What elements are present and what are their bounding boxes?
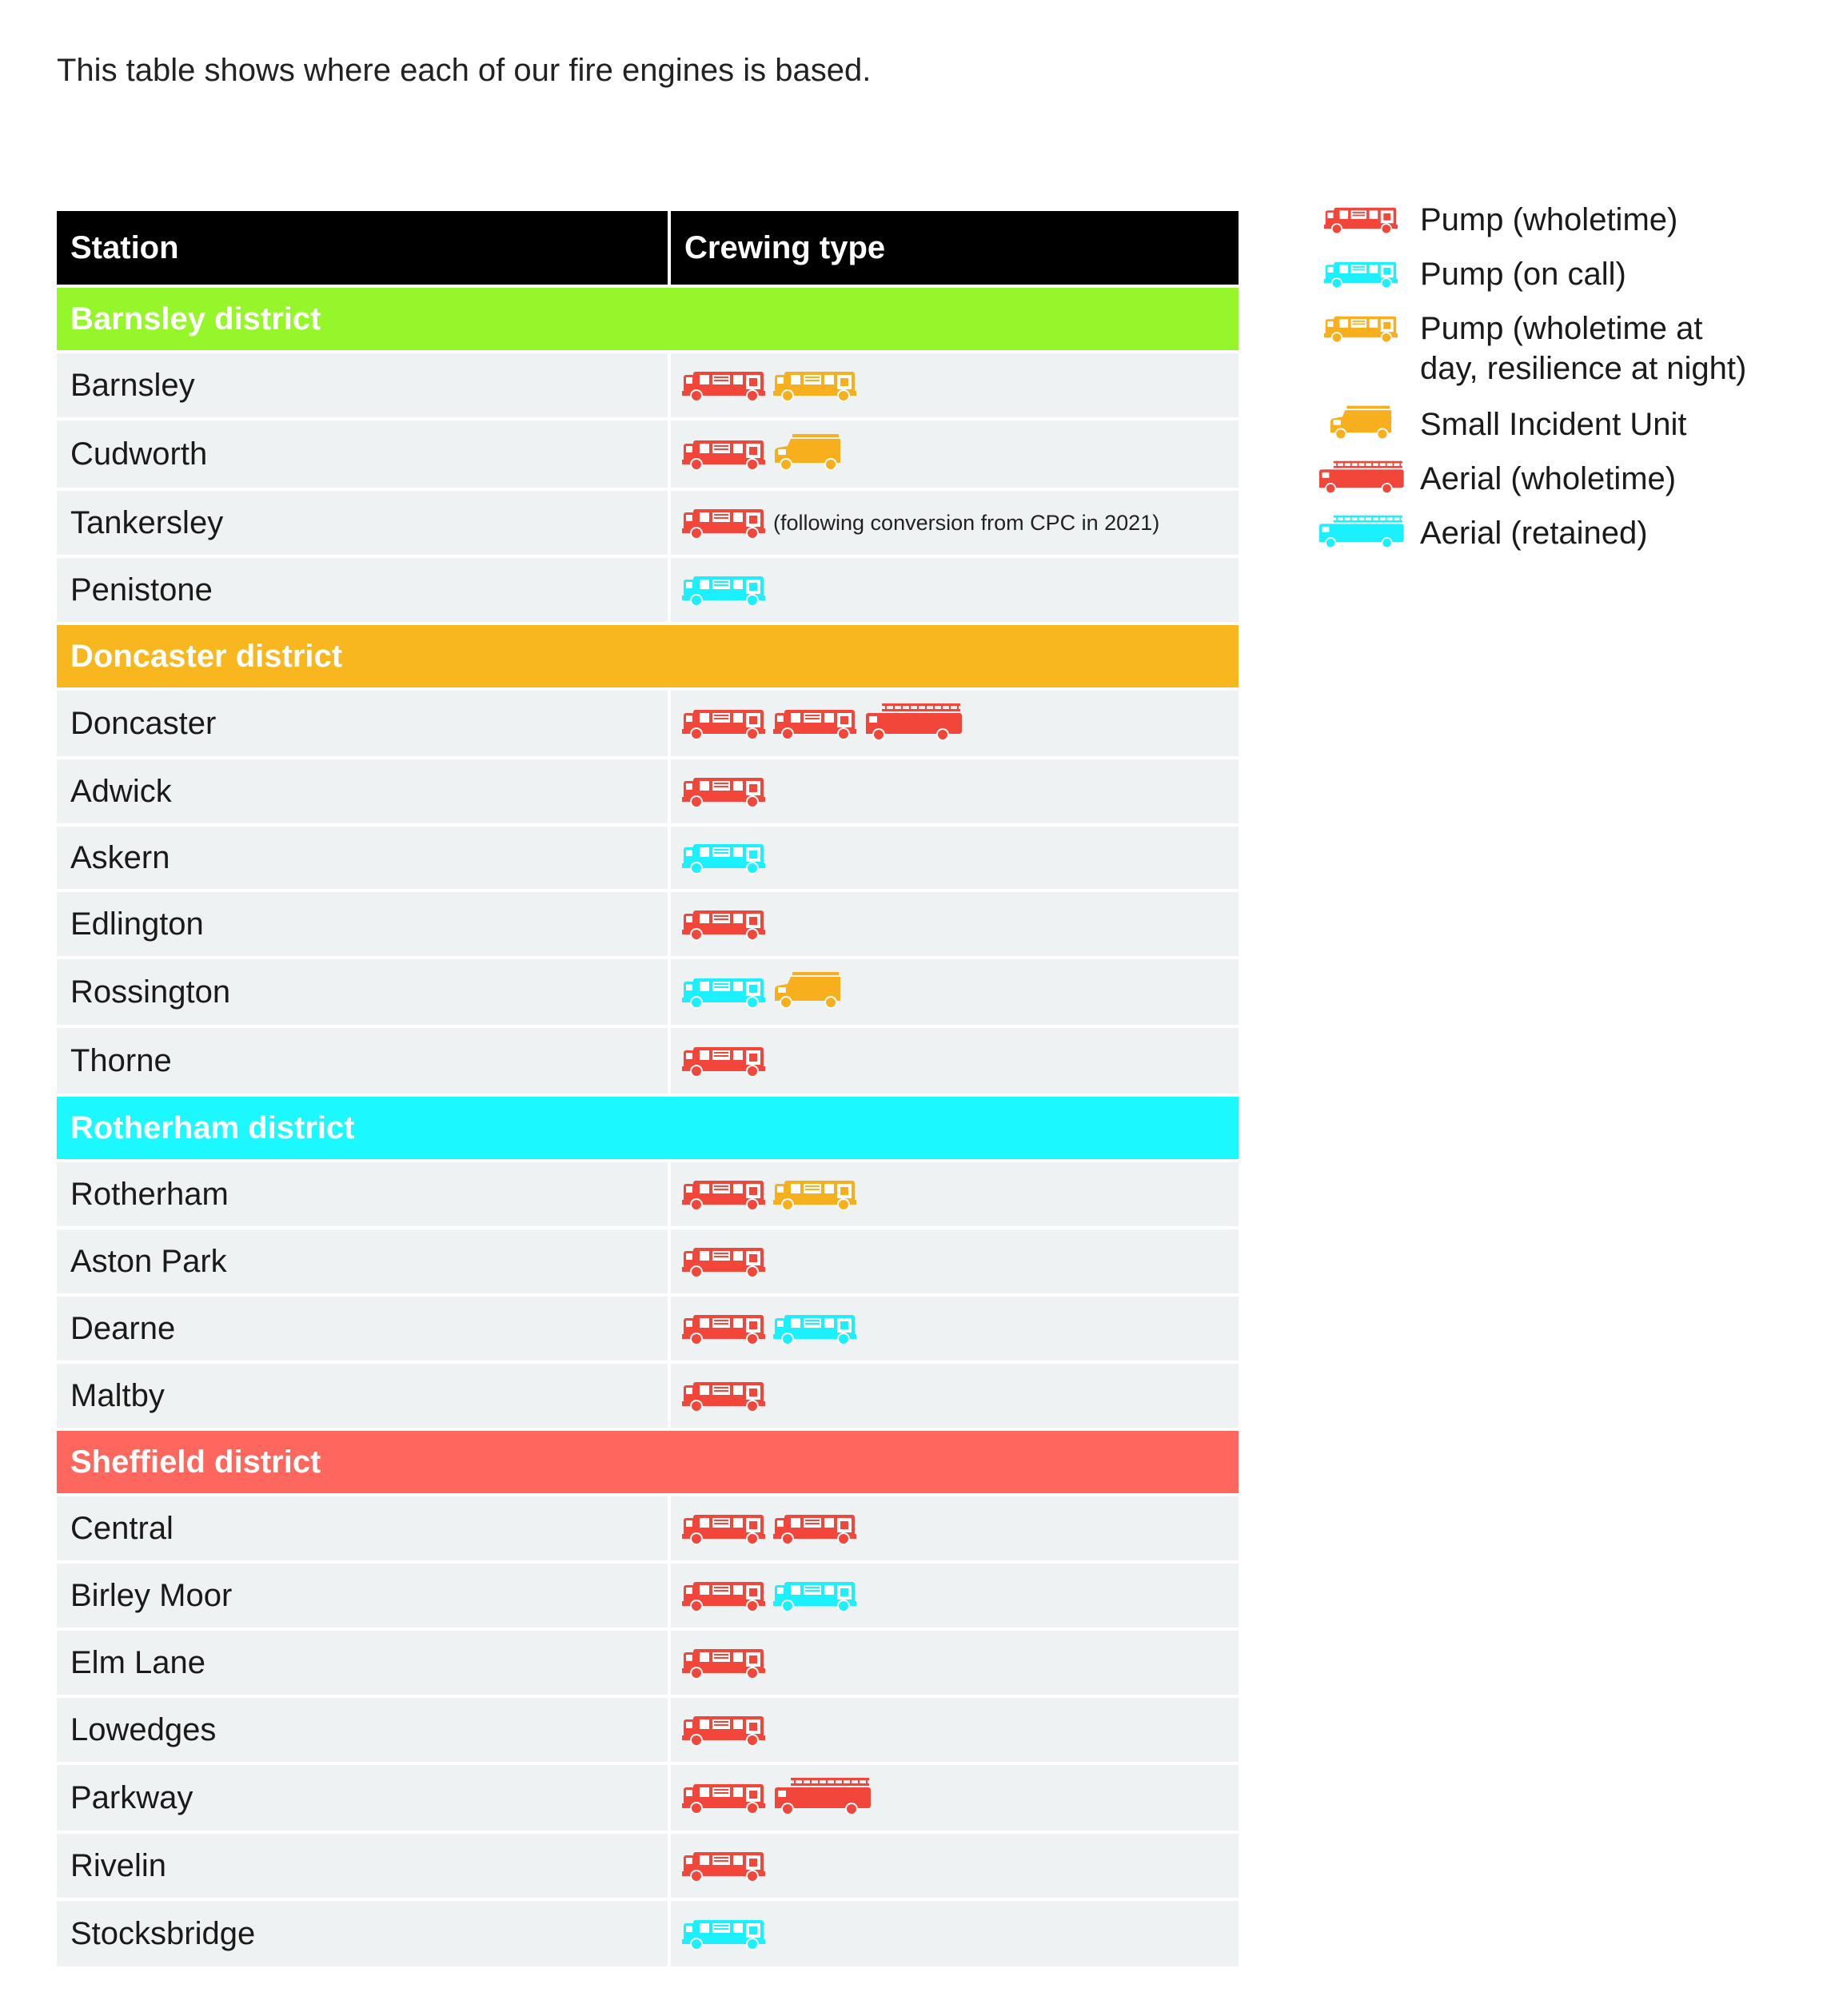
- station-name: Dearne: [57, 1297, 668, 1361]
- legend-item: [1321, 254, 1817, 294]
- crewing-type-cell: [671, 491, 1239, 555]
- pump-wholetime-icon: [682, 904, 765, 945]
- station-name: Edlington: [57, 892, 668, 956]
- station-name: Lowedges: [57, 1698, 668, 1762]
- table-body: [57, 288, 1239, 1966]
- table-row: [57, 491, 1239, 555]
- pump-on-call-icon: [682, 570, 765, 611]
- station-note: (following conversion from CPC in 2021): [773, 510, 1160, 535]
- table-row: [57, 353, 1239, 417]
- pump-wholetime-icon: [1324, 201, 1398, 240]
- legend-label: Aerial (wholetime): [1420, 461, 1677, 496]
- pump-wholetime-icon: [773, 703, 856, 744]
- table-row: [57, 558, 1239, 622]
- pump-on-call-icon: [682, 1914, 765, 1954]
- legend-item: [1321, 309, 1817, 388]
- crewing-type-cell: [671, 1631, 1239, 1695]
- crewing-type-cell: [671, 558, 1239, 622]
- pump-wholetime-icon: [682, 434, 765, 475]
- station-name: Adwick: [57, 759, 668, 823]
- crewing-type-cell: [671, 892, 1239, 956]
- legend-swatch: [1321, 404, 1401, 444]
- pump-wholetime-icon: [773, 1508, 856, 1549]
- pump-wholetime-icon: [682, 1643, 765, 1683]
- crewing-type-cell: [671, 1834, 1239, 1898]
- station-name: Birley Moor: [57, 1564, 668, 1628]
- pump-wholetime-icon: [682, 703, 765, 744]
- station-name: Tankersley: [57, 491, 668, 555]
- table-row: [57, 892, 1239, 956]
- station-name: Rotherham: [57, 1162, 668, 1226]
- legend-item: [1321, 513, 1817, 553]
- crewing-type-cell: [671, 1162, 1239, 1226]
- legend-swatch: [1321, 513, 1401, 553]
- crewing-type-cell: [671, 1564, 1239, 1628]
- pump-on-call-icon: [1324, 255, 1398, 294]
- pump-wholetime-icon: [682, 1174, 765, 1215]
- district-header: Rotherham district: [57, 1097, 1239, 1159]
- station-name: Thorne: [57, 1028, 668, 1094]
- table-row: [57, 1297, 1239, 1361]
- legend-label: Aerial (retained): [1420, 516, 1648, 551]
- legend-swatch: [1321, 309, 1401, 349]
- table-row: [57, 1631, 1239, 1695]
- table-row: [57, 1028, 1239, 1094]
- table-row: [57, 420, 1239, 488]
- small-incident-unit-icon: [773, 434, 842, 475]
- pump-wholetime-icon: [682, 1846, 765, 1887]
- table-row: [57, 691, 1239, 756]
- district-header: Barnsley district: [57, 288, 1239, 350]
- crewing-type-cell: [671, 1765, 1239, 1831]
- table-row: [57, 1496, 1239, 1560]
- table-row: [57, 1698, 1239, 1762]
- station-name: Penistone: [57, 558, 668, 622]
- small-incident-unit-icon: [1329, 405, 1393, 444]
- crewing-type-cell: [671, 759, 1239, 823]
- crewing-type-cell: [671, 1901, 1239, 1966]
- table-row: [57, 1834, 1239, 1898]
- aerial-wholetime-icon: [773, 1776, 871, 1820]
- crewing-type-cell: [671, 827, 1239, 889]
- legend-item: [1321, 404, 1817, 444]
- column-header-station: Station: [57, 211, 668, 285]
- table-row: [57, 759, 1239, 823]
- table-row: [57, 1901, 1239, 1966]
- table-row: [57, 1229, 1239, 1293]
- station-name: Elm Lane: [57, 1631, 668, 1695]
- station-name: Rossington: [57, 959, 668, 1025]
- crewing-type-cell: [671, 691, 1239, 756]
- table-row: [57, 959, 1239, 1025]
- pump-wholetime-icon: [682, 1376, 765, 1416]
- pump-on-call-icon: [773, 1576, 856, 1616]
- crewing-type-cell: [671, 959, 1239, 1025]
- legend-label: Pump (wholetime): [1420, 202, 1678, 237]
- table-row: [57, 1765, 1239, 1831]
- pump-wholetime-day-resilience-night-icon: [773, 365, 856, 406]
- pump-wholetime-icon: [682, 1241, 765, 1282]
- station-name: Parkway: [57, 1765, 668, 1831]
- legend-item: [1321, 459, 1817, 499]
- station-name: Doncaster: [57, 691, 668, 756]
- district-header: Sheffield district: [57, 1431, 1239, 1493]
- pump-wholetime-day-resilience-night-icon: [773, 1174, 856, 1215]
- pump-wholetime-icon: [682, 1041, 765, 1082]
- pump-wholetime-icon: [682, 365, 765, 406]
- pump-wholetime-icon: [682, 1576, 765, 1616]
- pump-wholetime-day-resilience-night-icon: [1324, 309, 1398, 349]
- table-header-row: [57, 211, 1239, 285]
- pump-wholetime-icon: [682, 503, 765, 544]
- station-name: Stocksbridge: [57, 1901, 668, 1966]
- crewing-type-cell: [671, 1496, 1239, 1560]
- crewing-type-cell: [671, 420, 1239, 488]
- legend-label: Small Incident Unit: [1420, 407, 1687, 442]
- pump-wholetime-icon: [682, 1309, 765, 1349]
- legend-swatch: [1321, 254, 1401, 294]
- legend-label: Pump (on call): [1420, 257, 1626, 292]
- small-incident-unit-icon: [773, 972, 842, 1013]
- crewing-type-cell: [671, 1698, 1239, 1762]
- table-row: [57, 1364, 1239, 1428]
- pump-wholetime-icon: [682, 1508, 765, 1549]
- table-row: [57, 1564, 1239, 1628]
- station-name: Askern: [57, 827, 668, 889]
- aerial-wholetime-icon: [1318, 460, 1404, 499]
- crewing-type-cell: [671, 1297, 1239, 1361]
- pump-on-call-icon: [773, 1309, 856, 1349]
- fire-engine-table: [57, 211, 1239, 1970]
- station-name: Aston Park: [57, 1229, 668, 1293]
- crewing-type-cell: [671, 1028, 1239, 1094]
- pump-on-call-icon: [682, 972, 765, 1013]
- legend-swatch: [1321, 200, 1401, 240]
- legend-swatch: [1321, 459, 1401, 499]
- pump-wholetime-icon: [682, 1710, 765, 1751]
- station-name: Rivelin: [57, 1834, 668, 1898]
- crewing-type-cell: [671, 353, 1239, 417]
- aerial-wholetime-icon: [864, 702, 962, 746]
- station-name: Central: [57, 1496, 668, 1560]
- station-name: Maltby: [57, 1364, 668, 1428]
- aerial-retained-icon: [1318, 514, 1404, 553]
- legend-label: Pump (wholetime at day, resilience at night): [1420, 311, 1747, 386]
- table-row: [57, 1162, 1239, 1226]
- table-row: [57, 827, 1239, 889]
- station-name: Cudworth: [57, 420, 668, 488]
- station-name: Barnsley: [57, 353, 668, 417]
- crewing-type-cell: [671, 1364, 1239, 1428]
- pump-wholetime-icon: [682, 771, 765, 812]
- legend-item: [1321, 200, 1817, 240]
- intro-text: This table shows where each of our fire engines is based.: [57, 53, 872, 88]
- pump-wholetime-icon: [682, 1778, 765, 1819]
- column-header-crewing-type: Crewing type: [671, 211, 1239, 285]
- pump-on-call-icon: [682, 838, 765, 879]
- district-header: Doncaster district: [57, 625, 1239, 687]
- crewing-type-cell: [671, 1229, 1239, 1293]
